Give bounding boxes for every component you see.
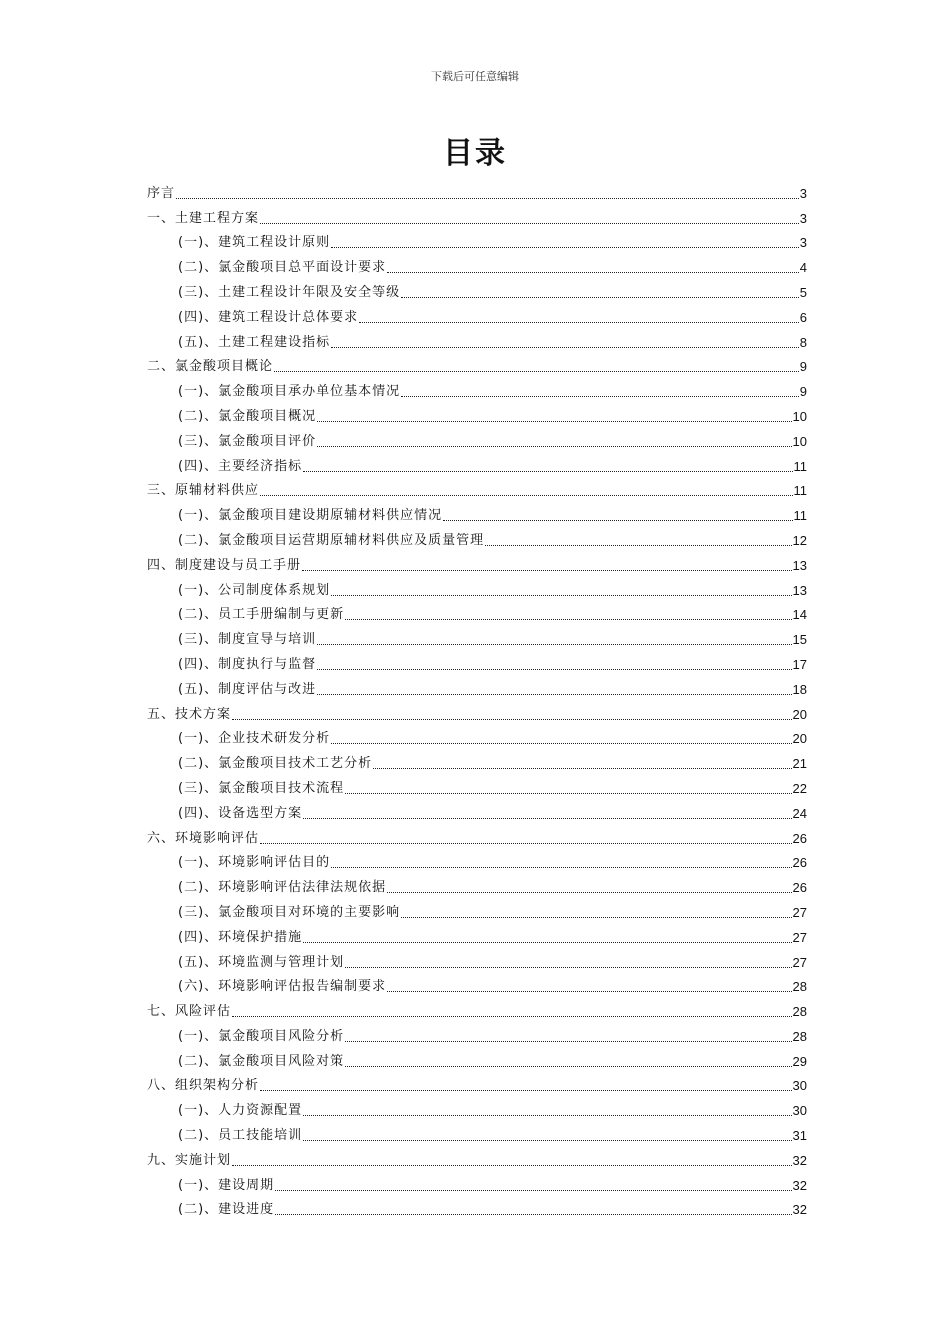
toc-entry[interactable] <box>147 475 807 500</box>
toc-dot-leader <box>303 1114 791 1116</box>
toc-dot-leader <box>232 1015 792 1017</box>
toc-entry-title: (一)、氯金酸项目风险分析 <box>178 1028 345 1044</box>
toc-dot-leader <box>345 966 791 968</box>
toc-entry-page: 20 <box>792 706 807 722</box>
toc-entry-title: (四)、环境保护措施 <box>178 929 303 945</box>
toc-entry[interactable] <box>147 946 807 971</box>
toc-entry-page: 32 <box>792 1177 807 1193</box>
toc-entry-page: 26 <box>792 830 807 846</box>
toc-entry-title: 八、组织架构分析 <box>147 1078 260 1094</box>
toc-entry-title: (四)、主要经济指标 <box>178 458 303 474</box>
toc-entry[interactable] <box>147 326 807 351</box>
toc-dot-leader <box>317 668 791 670</box>
toc-dot-leader <box>345 618 791 620</box>
toc-entry-page: 13 <box>792 557 807 573</box>
toc-entry-page: 28 <box>792 1004 807 1020</box>
toc-entry[interactable] <box>147 574 807 599</box>
toc-entry-page: 3 <box>799 185 807 201</box>
toc-entry-page: 31 <box>792 1128 807 1144</box>
toc-entry[interactable] <box>147 1094 807 1119</box>
toc-entry[interactable] <box>147 871 807 896</box>
toc-entry-title: (三)、土建工程设计年限及安全等级 <box>178 284 401 300</box>
toc-dot-leader <box>317 693 791 695</box>
toc-entry[interactable] <box>147 971 807 996</box>
toc-entry-title: (五)、土建工程建设指标 <box>178 334 331 350</box>
toc-entry[interactable] <box>147 995 807 1020</box>
toc-entry-page: 15 <box>792 632 807 648</box>
toc-entry-page: 18 <box>792 681 807 697</box>
toc-entry-page: 12 <box>792 532 807 548</box>
toc-entry[interactable] <box>147 673 807 698</box>
toc-entry-title: 序言 <box>147 185 176 201</box>
toc-dot-leader <box>232 1164 792 1166</box>
toc-entry-page: 20 <box>792 731 807 747</box>
table-of-contents <box>147 177 807 1218</box>
toc-entry-title: 七、风险评估 <box>147 1004 232 1020</box>
toc-entry-title: (五)、制度评估与改进 <box>178 681 317 697</box>
toc-entry-title: 六、环境影响评估 <box>147 830 260 846</box>
toc-dot-leader <box>176 197 799 199</box>
toc-entry[interactable] <box>147 822 807 847</box>
toc-entry[interactable] <box>147 499 807 524</box>
toc-entry-page: 11 <box>793 458 807 474</box>
toc-entry-page: 9 <box>799 384 807 400</box>
toc-entry-title: 九、实施计划 <box>147 1152 232 1168</box>
toc-entry-title: 五、技术方案 <box>147 706 232 722</box>
toc-dot-leader <box>485 544 791 546</box>
toc-dot-leader <box>274 370 799 372</box>
toc-entry-page: 24 <box>792 805 807 821</box>
toc-dot-leader <box>303 470 792 472</box>
toc-entry-title: (一)、环境影响评估目的 <box>178 855 331 871</box>
toc-entry[interactable] <box>147 896 807 921</box>
toc-entry[interactable] <box>147 202 807 227</box>
toc-entry-title: (一)、氯金酸项目建设期原辅材料供应情况 <box>178 508 443 524</box>
toc-dot-leader <box>345 1065 791 1067</box>
toc-dot-leader <box>401 395 799 397</box>
toc-entry-title: (二)、氯金酸项目技术工艺分析 <box>178 756 373 772</box>
toc-entry-page: 30 <box>792 1103 807 1119</box>
toc-entry-page: 22 <box>792 780 807 796</box>
toc-entry[interactable] <box>147 772 807 797</box>
toc-dot-leader <box>387 891 791 893</box>
toc-entry-page: 30 <box>792 1078 807 1094</box>
toc-dot-leader <box>331 742 791 744</box>
toc-entry-page: 8 <box>799 334 807 350</box>
header-note: 下载后可任意编辑 <box>431 70 519 83</box>
toc-entry-page: 3 <box>799 210 807 226</box>
toc-dot-leader <box>331 246 799 248</box>
toc-entry-title: (五)、环境监测与管理计划 <box>178 954 345 970</box>
toc-entry-title: (一)、建筑工程设计原则 <box>178 235 331 251</box>
toc-entry-title: (六)、环境影响评估报告编制要求 <box>178 979 387 995</box>
toc-entry[interactable] <box>147 524 807 549</box>
toc-entry[interactable] <box>147 797 807 822</box>
toc-entry-title: (三)、氯金酸项目技术流程 <box>178 780 345 796</box>
toc-entry[interactable] <box>147 450 807 475</box>
toc-entry-title: (二)、员工技能培训 <box>178 1128 303 1144</box>
toc-entry[interactable] <box>147 698 807 723</box>
toc-entry[interactable] <box>147 599 807 624</box>
toc-entry-title: (二)、氯金酸项目运营期原辅材料供应及质量管理 <box>178 532 485 548</box>
toc-dot-leader <box>401 916 791 918</box>
toc-entry[interactable] <box>147 276 807 301</box>
toc-entry-title: (一)、公司制度体系规划 <box>178 582 331 598</box>
toc-dot-leader <box>317 445 791 447</box>
toc-entry[interactable] <box>147 847 807 872</box>
toc-entry[interactable] <box>147 648 807 673</box>
toc-entry[interactable] <box>147 747 807 772</box>
toc-entry-title: (四)、建筑工程设计总体要求 <box>178 309 359 325</box>
toc-dot-leader <box>345 1040 791 1042</box>
toc-entry[interactable] <box>147 1144 807 1169</box>
toc-entry[interactable] <box>147 301 807 326</box>
toc-dot-leader <box>387 271 799 273</box>
toc-entry-title: (二)、环境影响评估法律法规依据 <box>178 880 387 896</box>
toc-entry[interactable] <box>147 400 807 425</box>
toc-entry-page: 28 <box>792 1028 807 1044</box>
toc-dot-leader <box>317 643 791 645</box>
toc-dot-leader <box>443 519 792 521</box>
toc-entry-page: 6 <box>799 309 807 325</box>
toc-entry[interactable] <box>147 1194 807 1219</box>
toc-dot-leader <box>275 1213 791 1215</box>
toc-entry-page: 13 <box>792 582 807 598</box>
toc-entry-page: 26 <box>792 880 807 896</box>
toc-dot-leader <box>331 866 791 868</box>
toc-entry-title: (一)、人力资源配置 <box>178 1103 303 1119</box>
toc-entry-title: (二)、氯金酸项目总平面设计要求 <box>178 260 387 276</box>
toc-entry-page: 9 <box>799 359 807 375</box>
toc-dot-leader <box>260 494 792 496</box>
toc-entry[interactable] <box>147 227 807 252</box>
toc-dot-leader <box>345 792 791 794</box>
toc-entry-page: 27 <box>792 954 807 970</box>
toc-dot-leader <box>260 222 799 224</box>
toc-entry[interactable] <box>147 549 807 574</box>
toc-entry-page: 27 <box>792 904 807 920</box>
toc-entry-title: 三、原辅材料供应 <box>147 483 260 499</box>
toc-entry-title: (四)、制度执行与监督 <box>178 656 317 672</box>
toc-dot-leader <box>303 1139 791 1141</box>
toc-dot-leader <box>302 569 792 571</box>
toc-entry-title: (二)、氯金酸项目风险对策 <box>178 1053 345 1069</box>
toc-entry-title: (四)、设备选型方案 <box>178 805 303 821</box>
toc-entry[interactable] <box>147 723 807 748</box>
toc-entry-page: 32 <box>792 1152 807 1168</box>
toc-entry-page: 26 <box>792 855 807 871</box>
toc-entry-page: 17 <box>792 656 807 672</box>
toc-dot-leader <box>387 990 791 992</box>
toc-entry-title: (三)、氯金酸项目对环境的主要影响 <box>178 904 401 920</box>
toc-dot-leader <box>275 1189 791 1191</box>
toc-entry[interactable] <box>147 1070 807 1095</box>
toc-dot-leader <box>317 420 791 422</box>
toc-entry-page: 11 <box>793 508 807 524</box>
toc-dot-leader <box>331 346 799 348</box>
toc-entry[interactable] <box>147 351 807 376</box>
toc-entry-page: 11 <box>793 483 807 499</box>
toc-dot-leader <box>232 718 792 720</box>
toc-entry[interactable] <box>147 1045 807 1070</box>
toc-dot-leader <box>359 321 799 323</box>
toc-dot-leader <box>260 1089 792 1091</box>
toc-entry-page: 4 <box>799 260 807 276</box>
toc-entry-title: (二)、建设进度 <box>178 1202 275 1218</box>
toc-entry[interactable] <box>147 251 807 276</box>
toc-entry[interactable] <box>147 1020 807 1045</box>
toc-entry-title: (一)、企业技术研发分析 <box>178 731 331 747</box>
toc-entry-title: 一、土建工程方案 <box>147 210 260 226</box>
toc-entry-title: 二、氯金酸项目概论 <box>147 359 274 375</box>
toc-entry-title: (三)、制度宣导与培训 <box>178 632 317 648</box>
toc-dot-leader <box>373 767 791 769</box>
toc-dot-leader <box>303 817 791 819</box>
toc-entry-title: (一)、氯金酸项目承办单位基本情况 <box>178 384 401 400</box>
toc-entry-page: 10 <box>792 408 807 424</box>
toc-entry-page: 28 <box>792 979 807 995</box>
toc-entry[interactable] <box>147 177 807 202</box>
toc-entry-page: 27 <box>792 929 807 945</box>
toc-entry-title: (三)、氯金酸项目评价 <box>178 433 317 449</box>
page-title: 目录 <box>443 136 507 171</box>
toc-entry-page: 10 <box>792 433 807 449</box>
toc-entry-title: (二)、员工手册编制与更新 <box>178 607 345 623</box>
toc-entry[interactable] <box>147 425 807 450</box>
toc-dot-leader <box>303 941 791 943</box>
toc-entry-title: (二)、氯金酸项目概况 <box>178 408 317 424</box>
toc-dot-leader <box>331 594 791 596</box>
toc-entry[interactable] <box>147 1169 807 1194</box>
toc-entry-page: 14 <box>792 607 807 623</box>
toc-entry[interactable] <box>147 921 807 946</box>
toc-entry[interactable] <box>147 623 807 648</box>
toc-dot-leader <box>260 842 792 844</box>
toc-entry-page: 32 <box>792 1202 807 1218</box>
toc-entry-title: 四、制度建设与员工手册 <box>147 557 302 573</box>
toc-entry-page: 29 <box>792 1053 807 1069</box>
toc-entry-page: 3 <box>799 235 807 251</box>
toc-dot-leader <box>401 296 799 298</box>
toc-entry[interactable] <box>147 1119 807 1144</box>
toc-entry-page: 5 <box>799 284 807 300</box>
toc-entry[interactable] <box>147 375 807 400</box>
toc-entry-page: 21 <box>792 756 807 772</box>
toc-entry-title: (一)、建设周期 <box>178 1177 275 1193</box>
